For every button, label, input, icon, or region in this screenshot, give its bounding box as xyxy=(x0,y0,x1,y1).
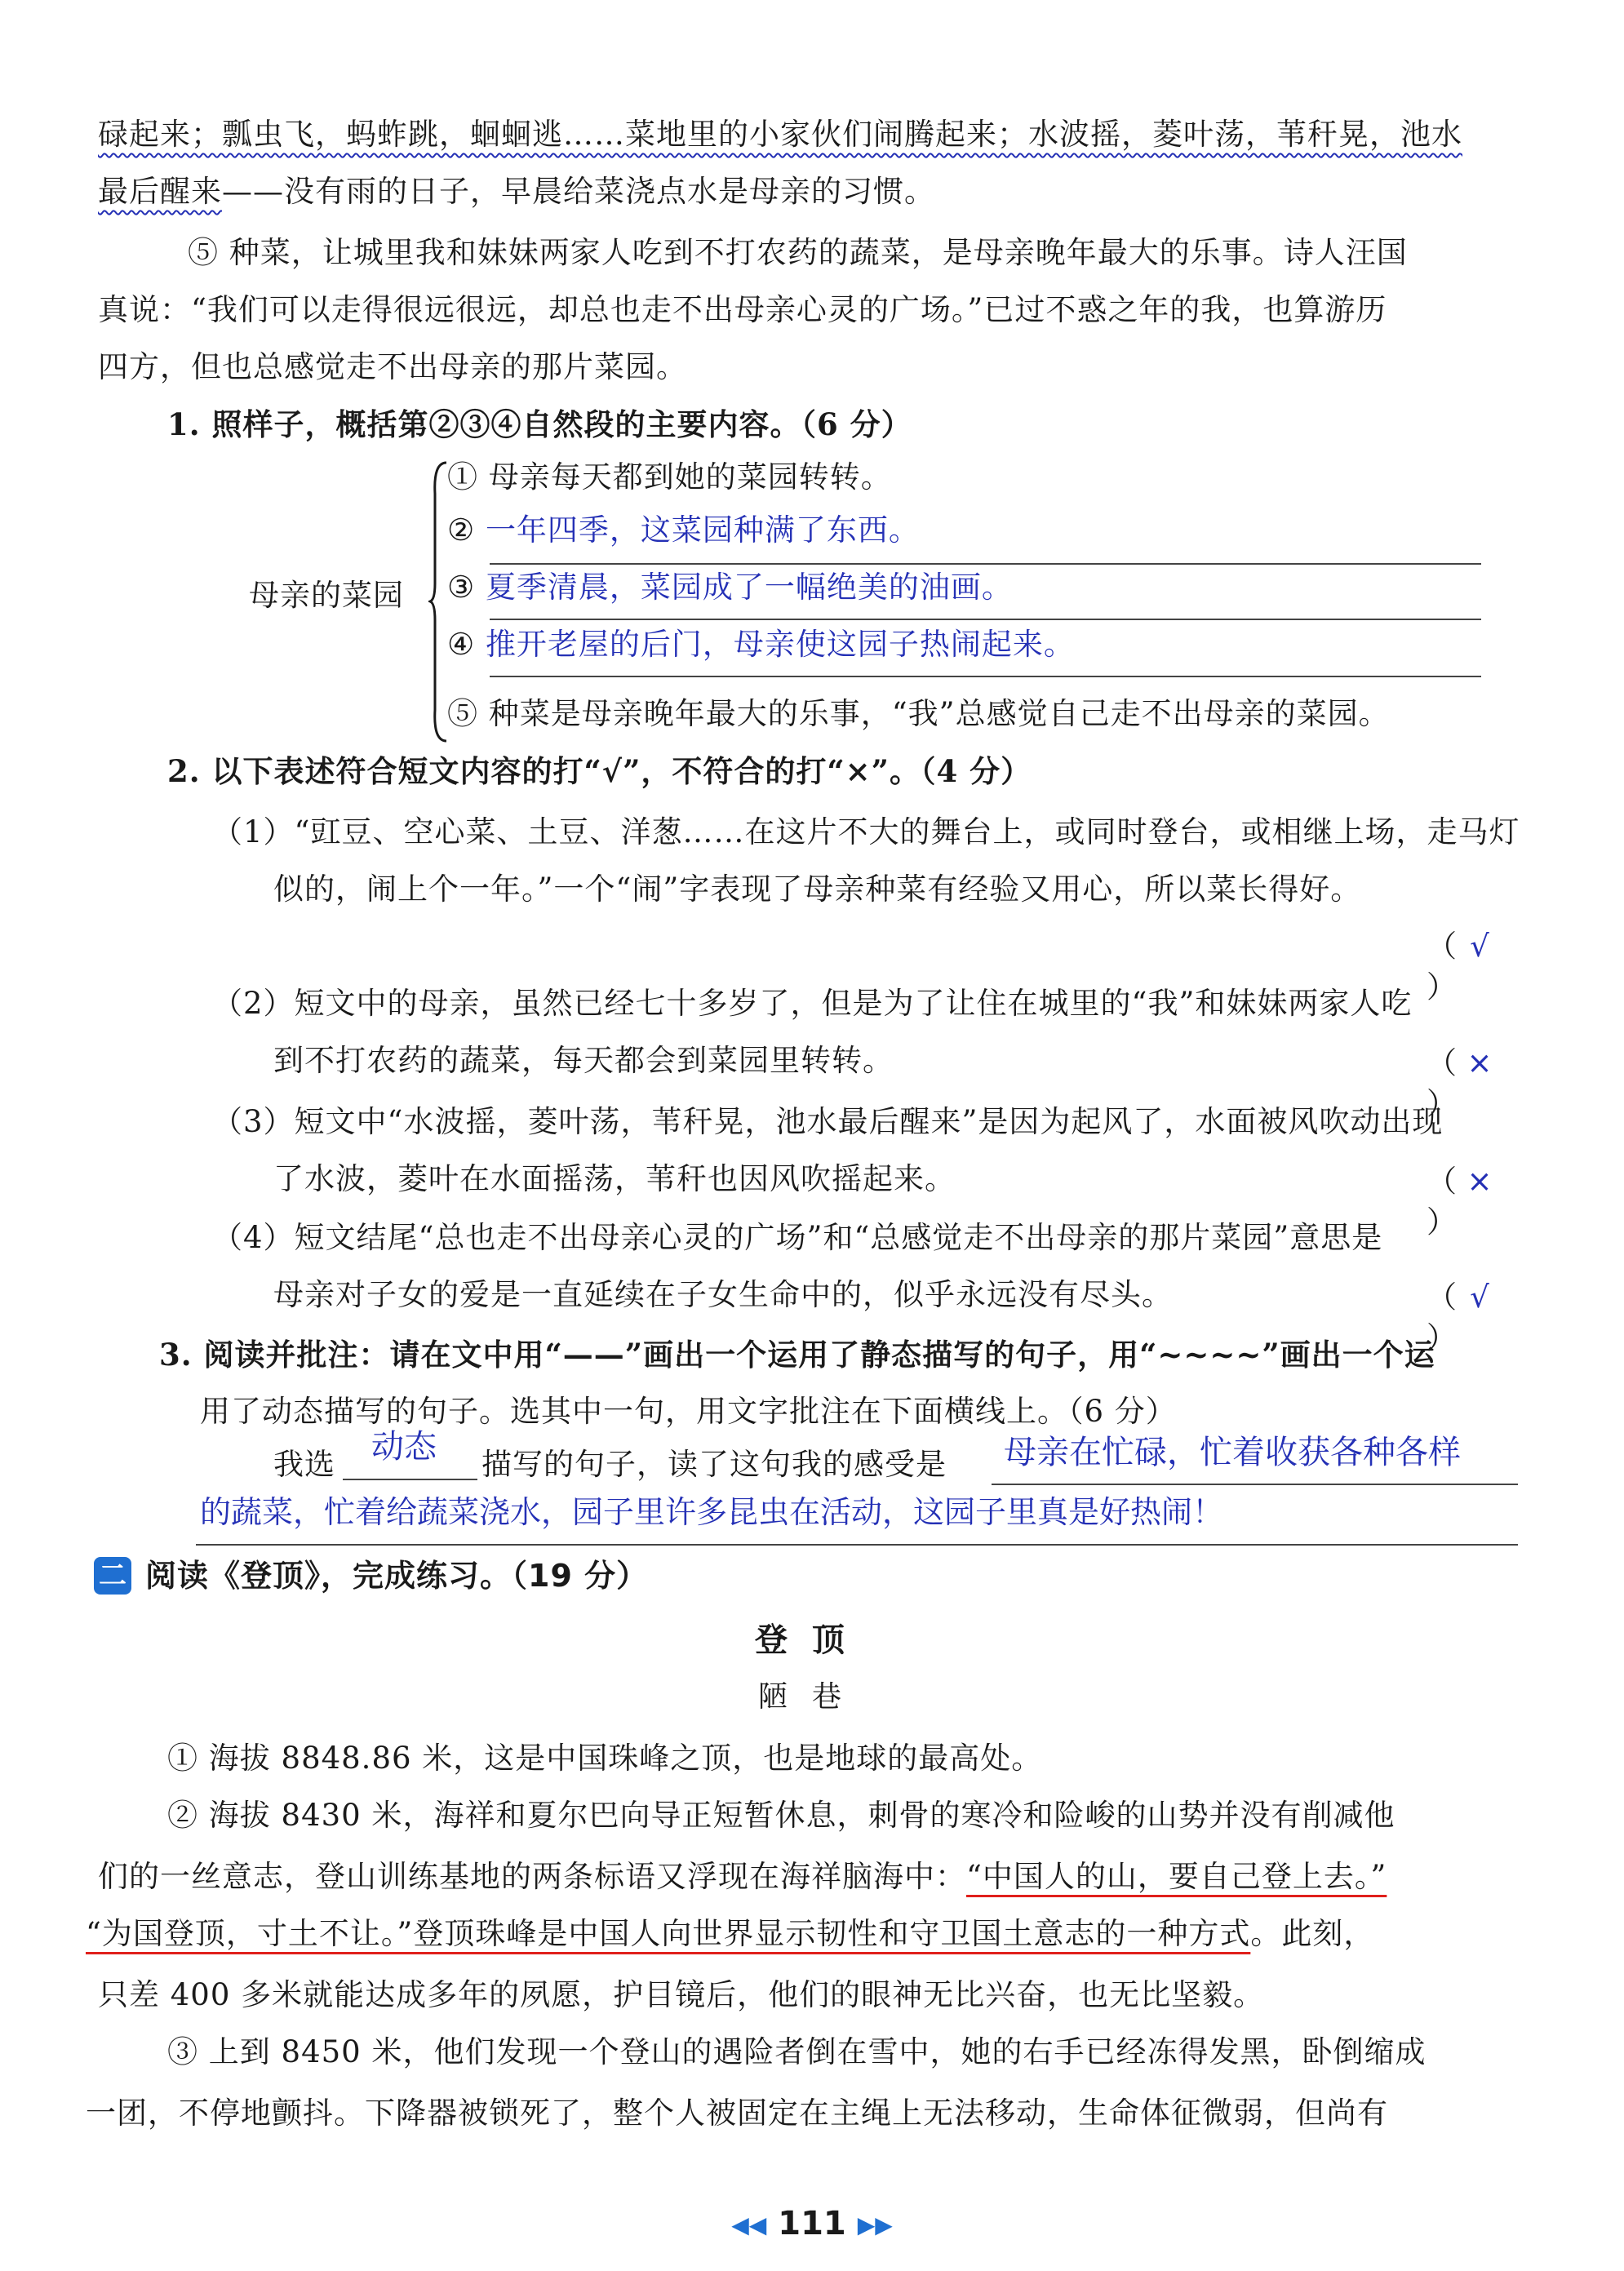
answer-parens: （ ×） xyxy=(1427,1043,1524,1124)
article-title: 登顶 xyxy=(755,1621,869,1659)
answer-line xyxy=(490,619,1481,620)
article-paragraph-1: ① 海拔 8848.86 米，这是中国珠峰之顶，也是地球的最高处。 xyxy=(167,1741,1043,1776)
statement-1: 似的，闹上个一年。”一个“闹”字表现了母亲种菜有经验又用心，所以菜长得好。 xyxy=(273,872,1362,907)
wavy-underlined-sentence: 碌起来；瓢虫飞，蚂蚱跳，蛔蛔逃……菜地里的小家伙们闹腾起来；水波摇，菱叶荡，苇秆晃，池水 xyxy=(98,117,1462,152)
page-footer xyxy=(0,2203,1624,2246)
article-paragraph-3: ③ 上到 8450 米，他们发现一个登山的遇险者倒在雪中，她的右手已经冻得发黑，卧倒缩成 xyxy=(167,2034,1427,2069)
annotation-answer-line: 的蔬菜，忙着给蔬菜浇水，园子里许多昆虫在活动，这园子里真是好热闹！ xyxy=(200,1494,1224,1530)
paragraph-5-line: 真说：“我们可以走得很远很远，却总也走不出母亲心灵的广场。”已过不惑之年的我，也算游历 xyxy=(98,292,1387,327)
statement-2: 到不打农药的蔬菜，每天都会到菜园里转转。 xyxy=(273,1043,894,1078)
passage-line xyxy=(98,114,1542,155)
cross-mark: × xyxy=(1466,1164,1493,1199)
wavy-underlined-sentence-end: 最后醒来 xyxy=(98,174,222,209)
answer-parens: （ √） xyxy=(1427,926,1524,1008)
annotation-mid: 描写的句子，读了这句我的感受是 xyxy=(481,1447,947,1482)
page-number: 111 xyxy=(778,2205,846,2242)
paragraph-5-line: 四方，但也总感觉走不出母亲的那片菜园。 xyxy=(98,349,687,384)
summary-item: ① 母亲每天都到她的菜园转转。 xyxy=(447,459,892,495)
article-paragraph-2: 只差 400 多米就能达成多年的夙愿，护目镜后，他们的眼神无比兴奋，也无比坚毅。 xyxy=(98,1977,1265,2012)
answer-line xyxy=(490,563,1481,565)
annotation-blank-2: 母亲在忙碌，忙着收获各种各样 xyxy=(1004,1434,1461,1471)
statement-2: （2）短文中的母亲，虽然已经七十多岁了，但是为了让住在城里的“我”和妹妹两家人吃 xyxy=(212,986,1413,1021)
statement-4: （4）短文结尾“总也走不出母亲心灵的广场”和“总感觉走不出母亲的那片菜园”意思是 xyxy=(212,1220,1383,1255)
brace-icon xyxy=(428,461,448,743)
check-mark: √ xyxy=(1470,1280,1489,1315)
article-author: 陋巷 xyxy=(757,1680,866,1714)
handwritten-answer: 推开老屋的后门，母亲使这园子热闹起来。 xyxy=(485,627,1075,662)
next-arrows-icon: ▶▶ xyxy=(857,2211,893,2238)
section-number-badge: 二 xyxy=(94,1557,131,1595)
answer-parens: （ ×） xyxy=(1427,1161,1524,1243)
statement-3: 了水波，菱叶在水面摇荡，苇秆也因风吹摇起来。 xyxy=(273,1161,956,1196)
paragraph-5-line: ⑤ 种菜，让城里我和妹妹两家人吃到不打农药的蔬菜，是母亲晚年最大的乐事。诗人汪国 xyxy=(188,235,1408,270)
red-underlined-sentence: “中国人的山，要自己登上去。” xyxy=(966,1859,1387,1894)
summary-item: ② 一年四季，这菜园种满了东西。 xyxy=(447,512,920,548)
answer-line xyxy=(343,1479,477,1480)
answer-line xyxy=(992,1484,1518,1485)
annotation-blank-1: 动态 xyxy=(371,1428,437,1466)
question-1-prompt: 1. 照样子，概括第②③④自然段的主要内容。（6 分） xyxy=(167,406,912,442)
summary-item: ③ 夏季清晨，菜园成了一幅绝美的油画。 xyxy=(447,570,1013,605)
summary-item: ⑤ 种菜是母亲晚年最大的乐事，“我”总感觉自己走不出母亲的菜园。 xyxy=(447,696,1390,731)
section-title: 阅读《登顶》，完成练习。（19 分） xyxy=(145,1558,649,1594)
summary-item: ④ 推开老屋的后门，母亲使这园子热闹起来。 xyxy=(447,627,1075,662)
passage-line xyxy=(98,171,1542,212)
statement-1: （1）“豇豆、空心菜、土豆、洋葱……在这片不大的舞台上，或同时登台，或相继上场，走马灯 xyxy=(212,814,1520,849)
handwritten-answer: 夏季清晨，菜园成了一幅绝美的油画。 xyxy=(485,570,1013,605)
article-paragraph-2: “为国登顶，寸土不让。”登顶珠峰是中国人向世界显示韧性和守卫国土意志的一种方式。此刻， xyxy=(86,1916,1375,1951)
article-paragraph-2: 们的一丝意志，登山训练基地的两条标语又浮现在海祥脑海中：“中国人的山，要自己登上去。” xyxy=(98,1859,1387,1894)
question-2-prompt: 2. 以下表述符合短文内容的打“√”，不符合的打“×”。（4 分） xyxy=(167,753,1032,789)
article-paragraph-2: ② 海拔 8430 米，海祥和夏尔巴向导正短暂休息，刺骨的寒冷和险峻的山势并没有削减他 xyxy=(167,1798,1395,1833)
answer-line xyxy=(490,676,1481,677)
question-3-prompt: 用了动态描写的句子。选其中一句，用文字批注在下面横线上。（6 分） xyxy=(200,1394,1177,1429)
prev-arrows-icon: ◀◀ xyxy=(731,2211,767,2238)
annotation-pre: 我选 xyxy=(273,1447,335,1482)
check-mark: √ xyxy=(1470,929,1489,964)
cross-mark: × xyxy=(1466,1045,1493,1080)
red-underlined-sentence: “为国登顶，寸土不让。”登顶珠峰是中国人向世界显示韧性和守卫国土意志的一种方式 xyxy=(86,1916,1251,1951)
passage-text: ——没有雨的日子，早晨给菜浇点水是母亲的习惯。 xyxy=(222,174,935,209)
question-3-prompt: 3. 阅读并批注：请在文中用“——”画出一个运用了静态描写的句子，用“~~~~”画出一个运 xyxy=(159,1337,1435,1373)
answer-parens: （ √） xyxy=(1427,1277,1524,1359)
statement-3: （3）短文中“水波摇，菱叶荡，苇秆晃，池水最后醒来”是因为起风了，水面被风吹动出现 xyxy=(212,1104,1444,1139)
answer-line xyxy=(196,1544,1518,1546)
statement-4: 母亲对子女的爱是一直延续在子女生命中的，似乎永远没有尽头。 xyxy=(273,1277,1173,1312)
article-paragraph-3: 一团，不停地颤抖。下降器被锁死了，整个人被固定在主绳上无法移动，生命体征微弱，但尚有 xyxy=(86,2096,1388,2131)
handwritten-answer: 一年四季，这菜园种满了东西。 xyxy=(485,512,920,548)
summary-label: 母亲的菜园 xyxy=(249,578,404,613)
